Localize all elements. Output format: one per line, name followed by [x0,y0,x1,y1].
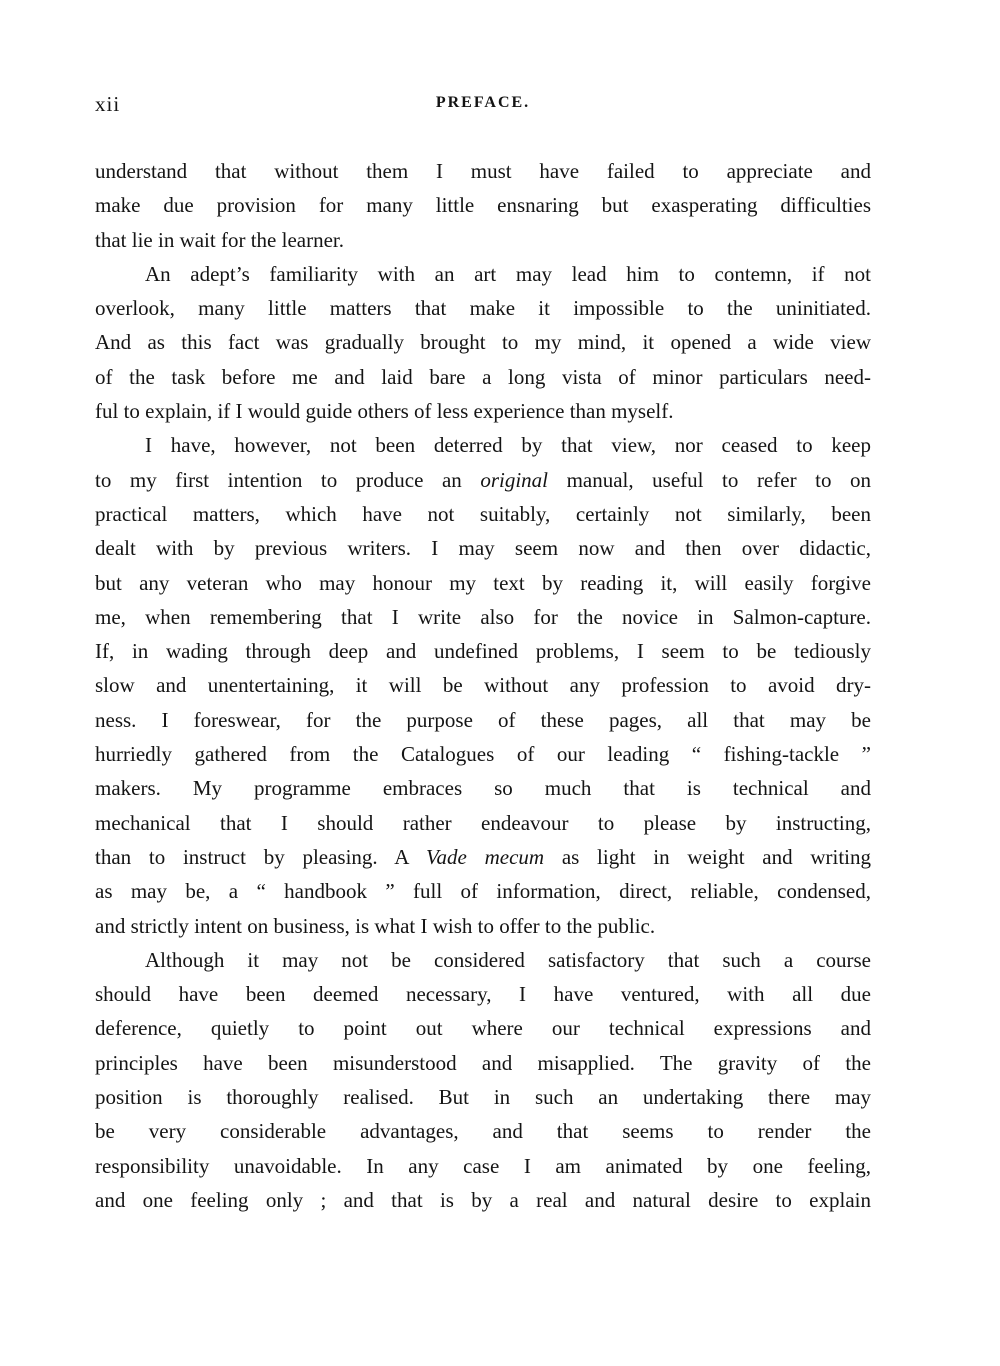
text-line: And as this fact was gradually brought to my mind, it opened a wide view [95,330,871,355]
text-line: makers. My programme embraces so much that is technical and [95,776,871,801]
text-line: be very considerable advantages, and that seems to render the [95,1119,871,1144]
italic-text: original [480,467,549,492]
text-line: and strictly intent on business, is what I wish to offer to the public. [95,913,656,938]
text-line: If, in wading through deep and undefined problems, I seem to be tediously [95,639,871,664]
text-line: make due provision for many little ensnaring but exasperating difficulties [95,193,871,218]
text-line: that lie in wait for the learner. [95,227,344,252]
text-line: responsibility unavoidable. In any case I am animated by one feeling, [95,1153,871,1178]
text-line: deference, quietly to point out where our technical expressions and [95,1016,871,1041]
text-line: ful to explain, if I would guide others of less experience than myself. [95,399,674,424]
text-line: and one feeling only ; and that is by a real and natural desire to explain [95,1187,871,1212]
text-line: understand that without them I must have failed to appreciate and [95,159,871,183]
paragraph [95,257,871,428]
text-line: position is thoroughly realised. But in such an undertaking there may [95,1085,871,1110]
text-line: slow and unentertaining, it will be without any profession to avoid dry- [95,673,871,698]
italic-text: Vade mecum [426,844,545,869]
text-line: mechanical that I should rather endeavour to please by instructing, [95,810,871,835]
text-line: me, when remembering that I write also for the novice in Salmon-capture. [95,604,871,629]
running-title: PREFACE. [435,94,531,111]
body-text [95,154,871,1217]
text-line: principles have been misunderstood and misapplied. The gravity of the [95,1050,871,1075]
text-line: An adept’s familiarity with an art may lead him to contemn, if not [145,261,871,286]
text-line: of the task before me and laid bare a long vista of minor particulars need- [95,364,871,389]
text-line: I have, however, not been deterred by that view, nor ceased to keep [145,433,871,458]
text-line: practical matters, which have not suitably, certainly not similarly, been [95,501,871,526]
text-line: overlook, many little matters that make it impossible to the uninitiated. [95,296,871,321]
paragraph [95,428,871,942]
text-line: than to instruct by pleasing. A Vade mecum as light in weight and writing [95,844,872,869]
text-line: as may be, a “ handbook ” full of information, direct, reliable, condensed, [95,879,871,904]
text-line: dealt with by previous writers. I may seem now and then over didactic, [95,536,871,561]
text-line: Although it may not be considered satisfactory that such a course [145,947,871,972]
text-line: hurriedly gathered from the Catalogues of our leading “ fishing-tackle ” [95,742,871,767]
paragraph [95,154,871,257]
text-line: ness. I foreswear, for the purpose of these pages, all that may be [95,707,871,732]
text-line: to my first intention to produce an original manual, useful to refer to on [95,467,872,492]
running-head [95,92,871,118]
paragraph [95,943,871,1217]
text-line: but any veteran who may honour my text by reading it, will easily forgive [95,570,871,595]
page-number: xii [95,92,121,116]
text-line: should have been deemed necessary, I have ventured, with all due [95,982,871,1007]
